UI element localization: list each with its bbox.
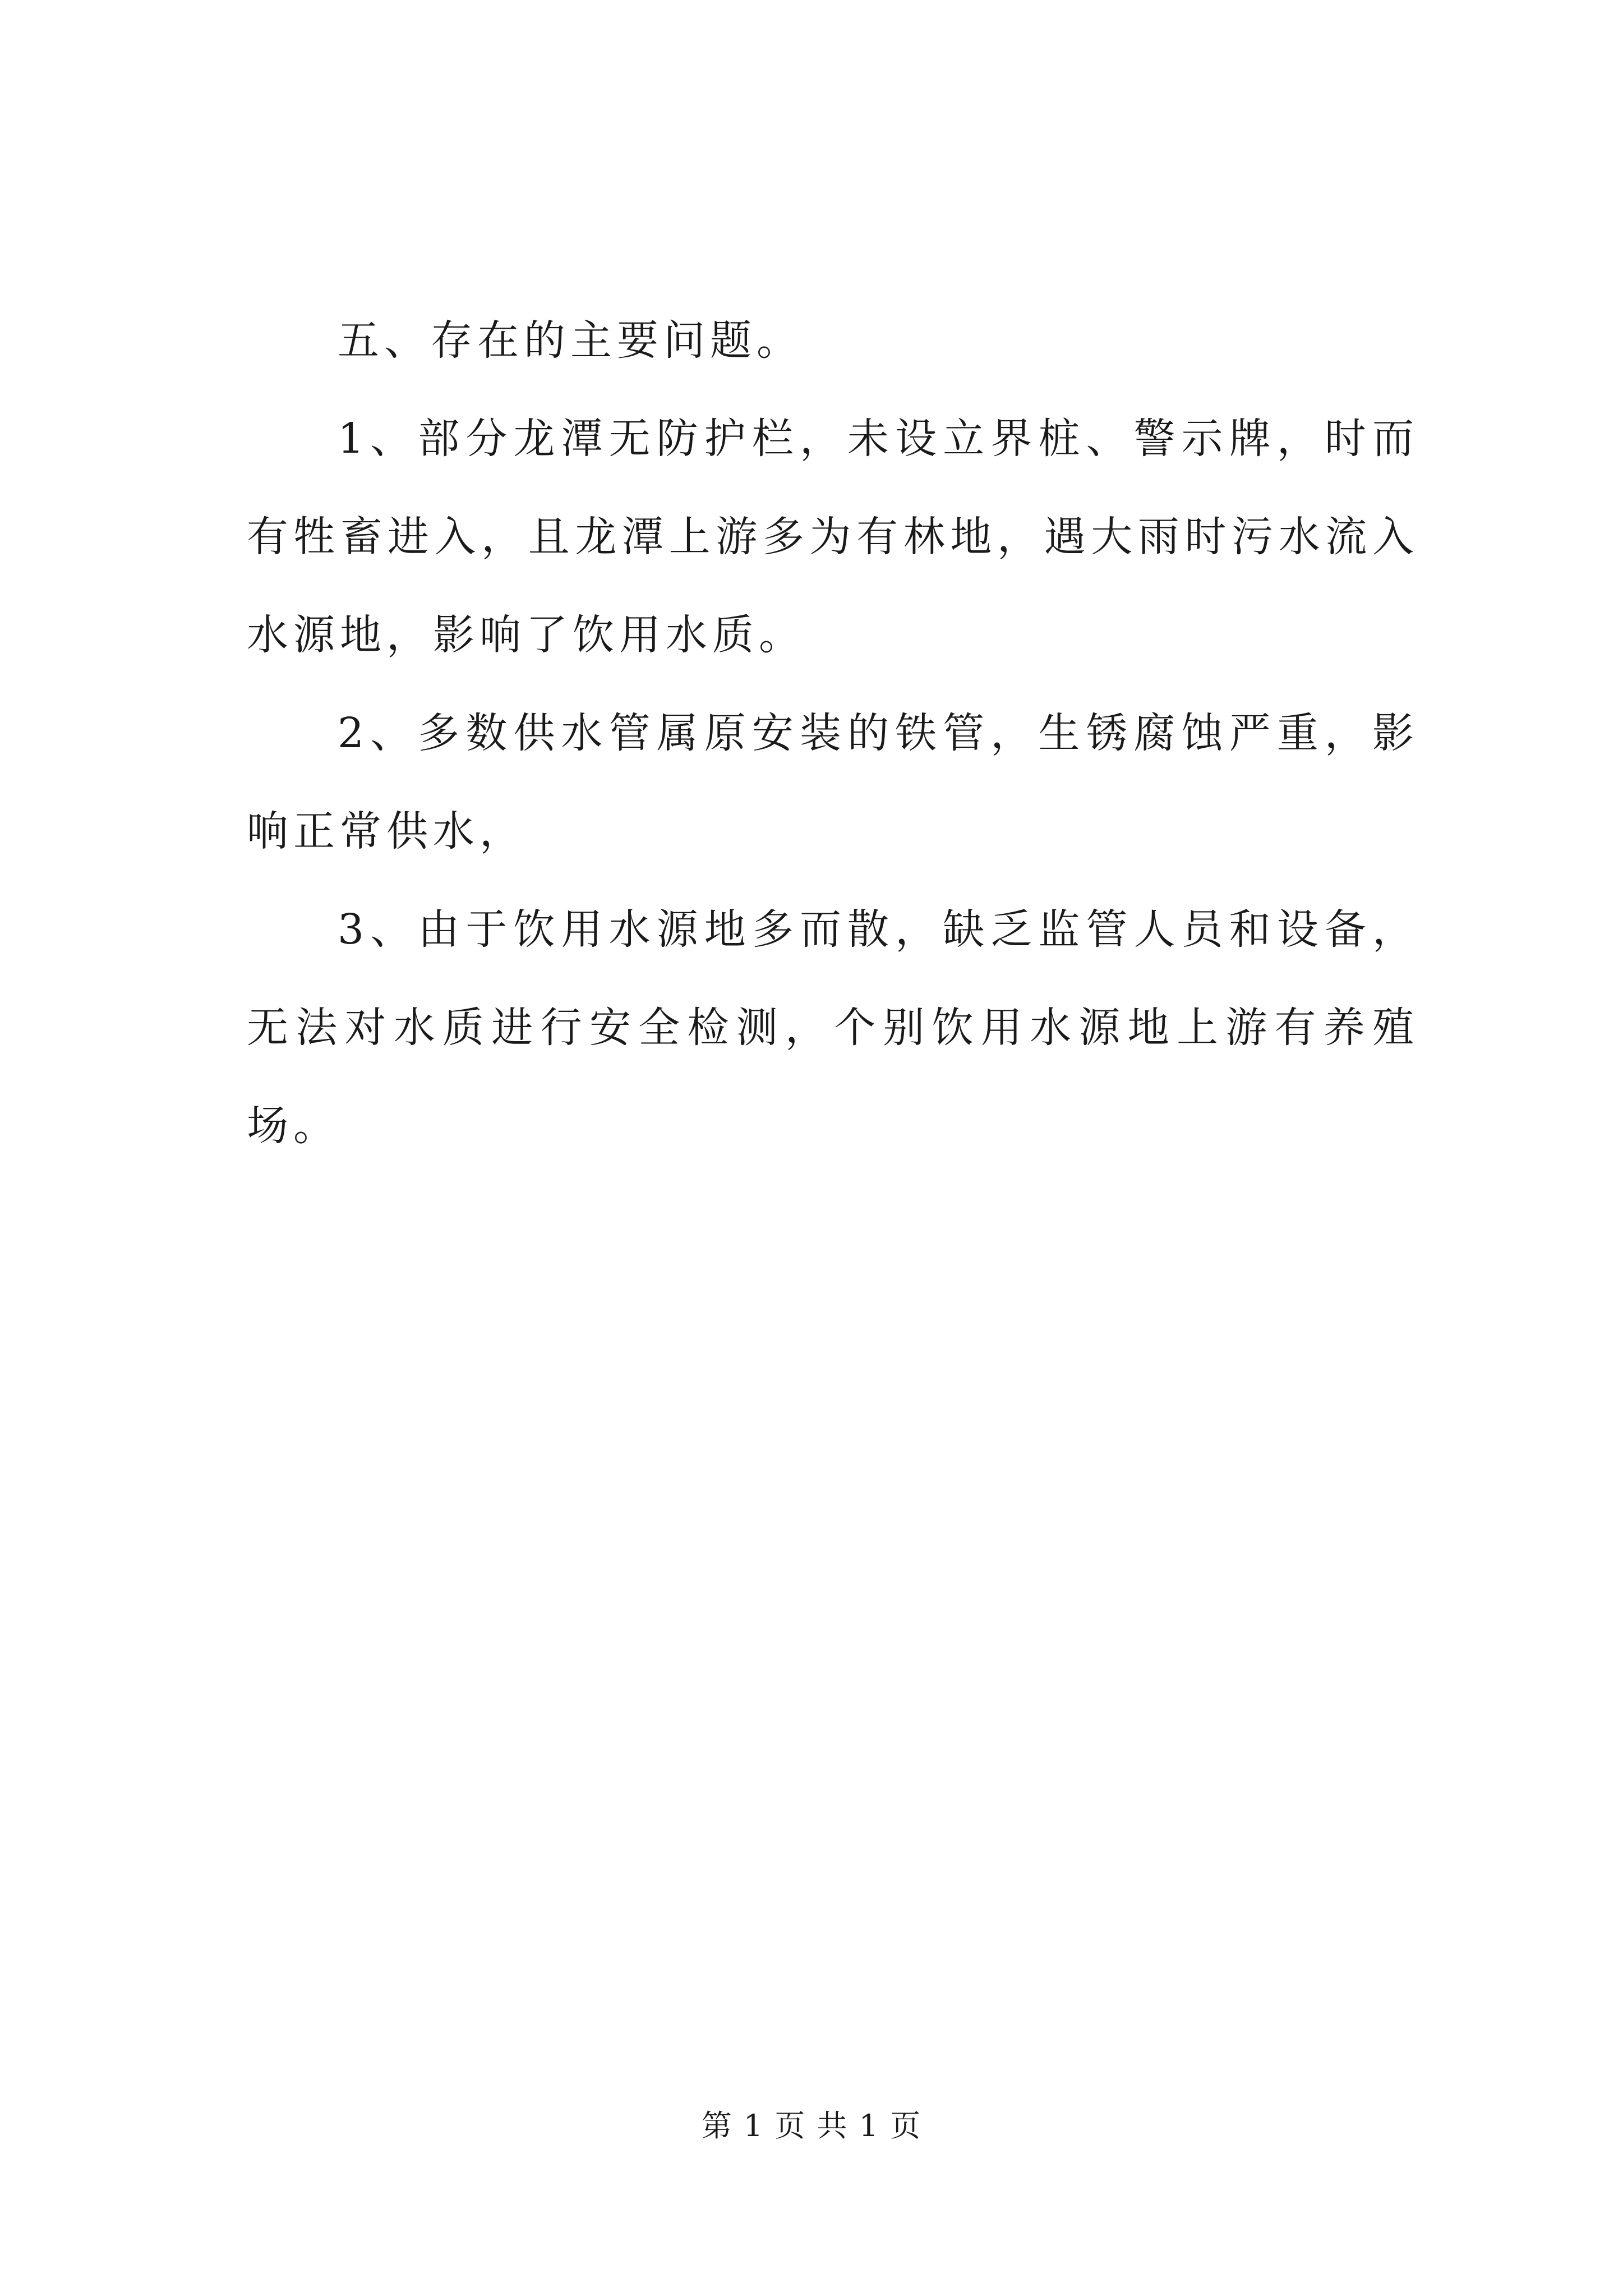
section-heading: 五、存在的主要问题。 bbox=[338, 316, 803, 365]
paragraph-item-3: 3、由于饮用水源地多而散，缺乏监管人员和设备，无法对水质进行安全检测，个别饮用水源地上游有养殖场。 bbox=[247, 905, 1419, 1150]
document-body bbox=[247, 292, 1419, 1175]
paragraph-item-1: 1、部分龙潭无防护栏，未设立界桩、警示牌，时而有牲畜进入，且龙潭上游多为有林地，遇大雨时污水流入水源地，影响了饮用水质。 bbox=[247, 415, 1419, 659]
paragraph-item-2: 2、多数供水管属原安装的铁管，生锈腐蚀严重，影响正常供水， bbox=[247, 709, 1419, 855]
page-footer: 第 1 页 共 1 页 bbox=[701, 2108, 922, 2143]
